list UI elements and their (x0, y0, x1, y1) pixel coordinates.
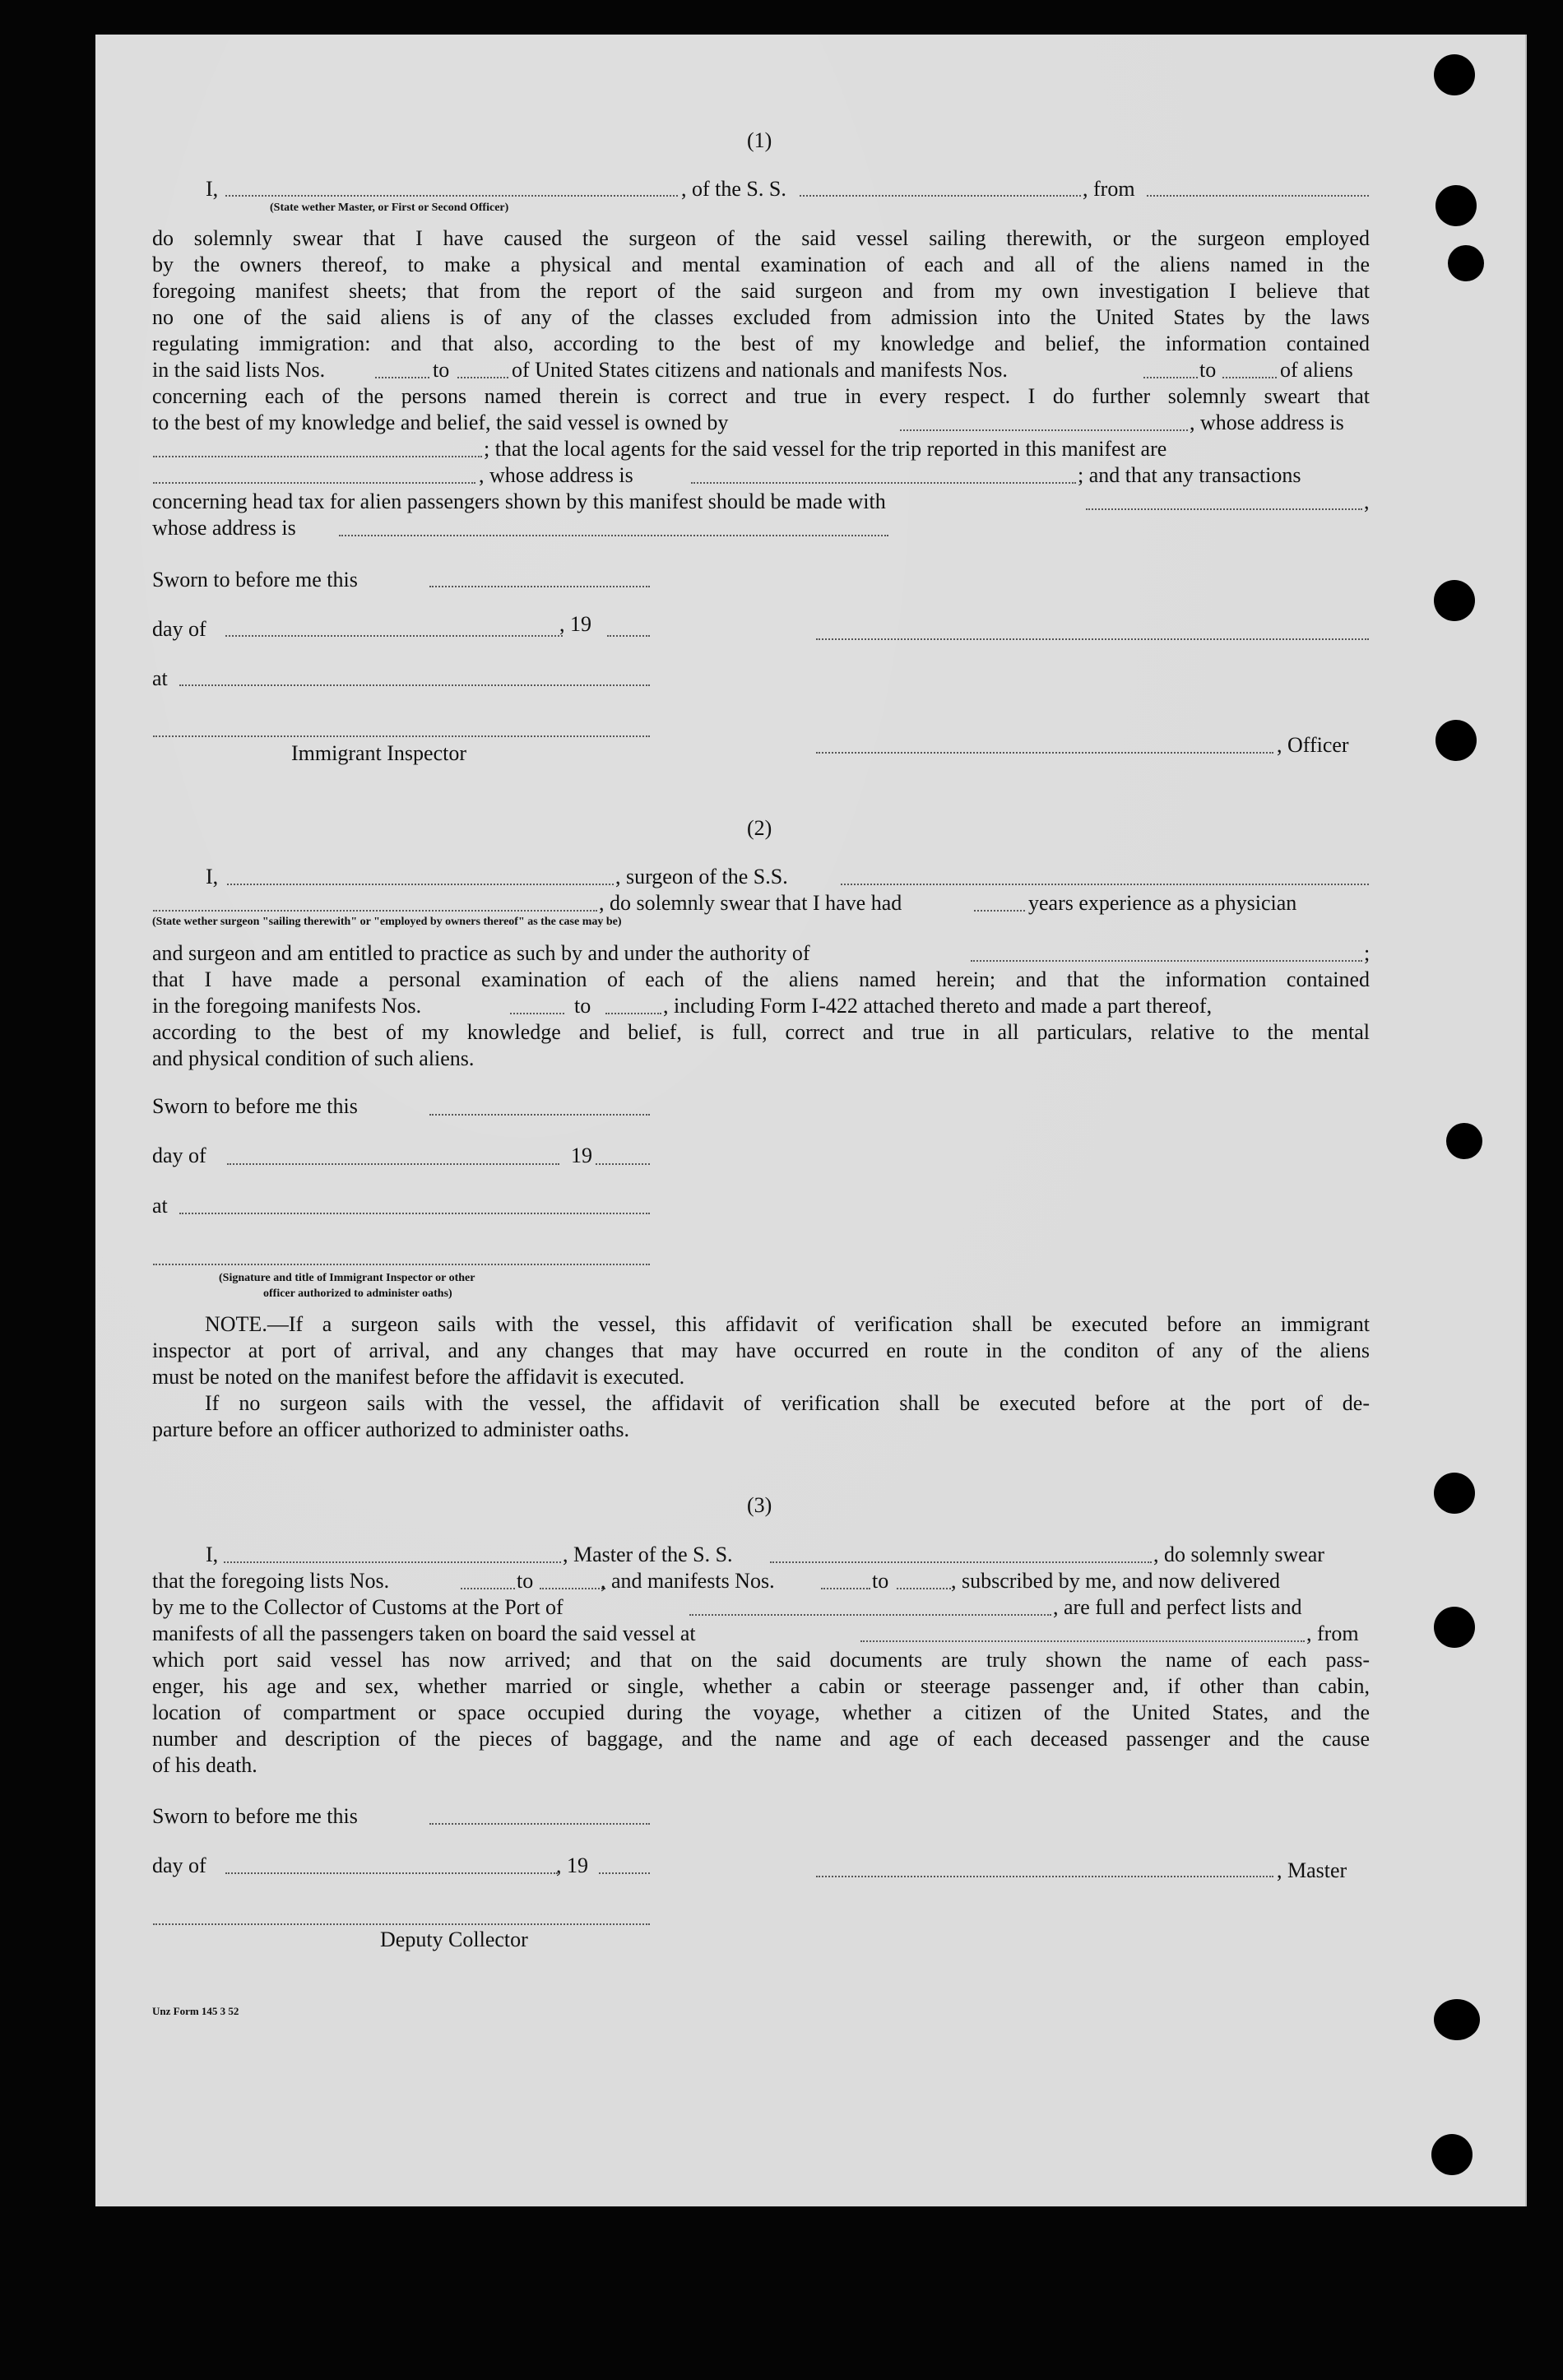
s3-master-name-blank (224, 1561, 561, 1563)
s2-capacity-blank (153, 910, 597, 912)
s1-inspector: Immigrant Inspector (291, 741, 466, 765)
s1-manifest-from-blank (1143, 377, 1198, 378)
s1-body (152, 225, 1370, 357)
s1-owner-blank (900, 429, 1188, 431)
binder-hole (1435, 720, 1477, 761)
s3-l2e: , subscribed by me, and now delivered (951, 1569, 1281, 1593)
s3-manifest-from-blank (821, 1588, 870, 1589)
s1-sworn-blank (429, 586, 650, 587)
s1-body-line: regulating immigration: and that also, according to the best of my knowledge and belief, the information contained (152, 332, 1370, 355)
s2-authority-blank (971, 960, 1362, 962)
s1-year-blank (607, 635, 650, 637)
s1-body-line: by the owners thereof, to make a physical and mental examination of each and all of the aliens named in the (152, 253, 1370, 276)
s1-officer-blank (225, 195, 678, 197)
s3-l1c: , do solemnly swear (1153, 1543, 1324, 1566)
s1-agents-blank (153, 482, 475, 484)
s1-nineteen: , 19 (559, 612, 591, 636)
s2-l5a: in the foregoing manifests Nos. (152, 994, 422, 1018)
s1-officer-signature-line-top (816, 638, 1369, 640)
s1-l11: concerning head tax for alien passengers shown by this manifest should be made with (152, 489, 886, 513)
s2-line4 (152, 967, 1370, 993)
s1-l6d: to (1199, 358, 1217, 382)
s1-l10a: , whose address is (479, 463, 633, 487)
s2-body-line: according to the best of my knowledge and belief, is full, correct and true in all particulars, relative to the mental (152, 1020, 1370, 1044)
s1-l6b: to (433, 358, 450, 382)
s2-manifest-from-blank (510, 1013, 564, 1014)
s1-inspector-signature-line (153, 735, 650, 737)
s3-l2b: to (517, 1569, 534, 1593)
s1-l8b: , whose address is (1190, 411, 1344, 434)
s3-body-line: number and description of the pieces of baggage, and the name and age of each deceased passenger and the cause (152, 1727, 1370, 1751)
section-3-number: (3) (747, 1493, 772, 1517)
s2-l3: and surgeon and am entitled to practice as such by and under the authority of (152, 941, 810, 965)
binder-hole (1431, 2134, 1473, 2175)
s1-l6c: of United States citizens and nationals and manifests Nos. (512, 358, 1008, 382)
s1-dayof: day of (152, 617, 206, 641)
s2-surgeon-name-blank (227, 884, 614, 885)
s2-body-line: that I have made a personal examination of each of the aliens named herein; and that the information contained (152, 967, 1370, 991)
s2-note-line: If no surgeon sails with the vessel, the affidavit of verification shall be executed before at the port of de- (205, 1391, 1370, 1415)
s3-l3a: by me to the Collector of Customs at the Port of (152, 1595, 564, 1619)
section-2-number: (2) (747, 816, 772, 840)
s2-manifest-to-blank (605, 1013, 661, 1014)
s3-l1a: I, (206, 1543, 219, 1566)
s2-nineteen: 19 (571, 1144, 592, 1167)
s3-body-line: enger, his age and sex, whether married or single, whether a cabin or steerage passenger and, if other than cabin, (152, 1674, 1370, 1698)
s2-l2b: years experience as a physician (1028, 891, 1297, 915)
s3-year-blank (599, 1872, 650, 1874)
binder-hole (1434, 580, 1475, 621)
binder-hole (1434, 54, 1475, 95)
s1-body-line: no one of the said aliens is of any of the classes excluded from admission into the United States by the laws (152, 305, 1370, 329)
s1-body-line: do solemnly swear that I have caused the surgeon of the said vessel sailing therewith, or the surgeon employed (152, 226, 1370, 250)
s1-l10b: ; and that any transactions (1078, 463, 1301, 487)
s3-sworn: Sworn to before me this (152, 1804, 358, 1828)
s2-years-blank (974, 910, 1025, 912)
s1-l11b: , (1364, 489, 1370, 513)
binder-hole (1448, 245, 1484, 281)
s2-l3b: ; (1364, 941, 1371, 965)
s2-dayof: day of (152, 1144, 206, 1167)
s2-l7: and physical condition of such aliens. (152, 1046, 475, 1070)
s3-l4a: manifests of all the passengers taken on board the said vessel at (152, 1621, 696, 1645)
s3-port-blank (689, 1614, 1051, 1616)
s2-signature-line (153, 1264, 650, 1265)
s2-sworn: Sworn to before me this (152, 1094, 358, 1118)
s3-l4b: , from (1306, 1621, 1359, 1645)
s1-line7 (152, 383, 1370, 410)
s3-l1b: , Master of the S. S. (563, 1543, 733, 1566)
s1-at-blank (179, 684, 650, 686)
s3-lists-from-blank (461, 1588, 515, 1589)
s3-lists-to-blank (540, 1588, 605, 1589)
s3-body-line: which port said vessel has now arrived; and that on the said documents are truly shown the name of each pass- (152, 1648, 1370, 1672)
s3-l2c: , and manifests Nos. (601, 1569, 775, 1593)
binder-hole (1434, 1999, 1480, 2040)
s2-note-line: inspector at port of arrival, and any changes that may have occurred en route in the conditon of any of the aliens (152, 1338, 1370, 1362)
s2-capacity-note: (State wether surgeon "sailing therewith" or "employed by owners thereof" as the case may be) (152, 916, 622, 928)
s2-l5c: , including Form I-422 attached thereto and made a part thereof, (663, 994, 1213, 1018)
s1-officer: , Officer (1277, 733, 1349, 757)
s2-at-blank (179, 1213, 650, 1214)
s3-dayof: day of (152, 1853, 206, 1877)
s1-vessel-blank (800, 195, 1081, 197)
s3-deputy: Deputy Collector (380, 1928, 528, 1951)
s1-l12: whose address is (152, 516, 296, 540)
s3-nineteen: , 19 (556, 1853, 588, 1877)
s2-note-line: NOTE.—If a surgeon sails with the vessel, this affidavit of verification shall be executed before an immigrant (205, 1312, 1370, 1336)
s3-manifest-to-blank (897, 1588, 951, 1589)
s1-l6e: of aliens (1280, 358, 1353, 382)
s1-officer-note: (State wether Master, or First or Second Officer) (270, 202, 509, 214)
s3-vessel-blank (770, 1561, 1152, 1563)
s1-lists-to-blank (457, 377, 508, 378)
s3-l2a: that the foregoing lists Nos. (152, 1569, 390, 1593)
s1-l6a: in the said lists Nos. (152, 358, 326, 382)
s2-note-line: must be noted on the manifest before the affidavit is executed. (152, 1365, 685, 1389)
s3-l2d: to (872, 1569, 889, 1593)
s1-body-line: concerning each of the persons named therein is correct and true in every respect. I do further solemnly sweart that (152, 384, 1370, 408)
s3-l3b: , are full and perfect lists and (1053, 1595, 1302, 1619)
s1-lists-from-blank (375, 377, 429, 378)
binder-hole (1434, 1473, 1475, 1514)
s2-vessel-blank (841, 884, 1369, 885)
s2-l5b: to (574, 994, 591, 1018)
s3-boarding-port-blank (860, 1640, 1305, 1642)
s1-owner-address-blank (153, 456, 482, 457)
s2-sworn-blank (429, 1114, 650, 1116)
s2-day-blank (227, 1163, 559, 1165)
s2-year-blank (596, 1163, 650, 1165)
s1-line1-from: , from (1083, 177, 1135, 201)
s2-line6 (152, 1019, 1370, 1046)
s3-sworn-blank (429, 1823, 650, 1825)
s1-body-line: foregoing manifest sheets; that from the report of the said surgeon and from my own investigation I believe that (152, 279, 1370, 303)
s3-body-line: location of compartment or space occupied during the voyage, whether a citizen of the United States, and the (152, 1700, 1370, 1724)
s2-at: at (152, 1194, 168, 1218)
s1-headtax-address-blank (339, 535, 888, 536)
s3-master-signature-line (816, 1876, 1273, 1877)
s1-line1-i: I, (206, 177, 219, 201)
s3-body (152, 1647, 1370, 1779)
s1-officer-signature-line (816, 752, 1273, 754)
s3-body-line: of his death. (152, 1753, 257, 1777)
s3-day-blank (225, 1872, 558, 1874)
s1-at: at (152, 666, 168, 690)
s1-agents-address-blank (691, 482, 1076, 484)
s2-note-line: parture before an officer authorized to administer oaths. (152, 1417, 629, 1441)
s1-l9: ; that the local agents for the said vessel for the trip reported in this manifest are (484, 437, 1167, 461)
s1-headtax-blank (1086, 508, 1362, 510)
s2-sig-caption-1: (Signature and title of Immigrant Inspector or other (219, 1272, 475, 1284)
s1-sworn: Sworn to before me this (152, 568, 358, 592)
s1-day-blank (225, 635, 563, 637)
s2-l1a: I, (206, 865, 219, 888)
binder-hole (1446, 1123, 1482, 1159)
binder-hole (1435, 185, 1477, 226)
s1-line1-ss: , of the S. S. (681, 177, 786, 201)
s2-l2a: , do solemnly swear that I have had (599, 891, 902, 915)
s2-note (152, 1311, 1370, 1443)
form-number: Unz Form 145 3 52 (152, 2005, 239, 2017)
s1-from-blank (1147, 195, 1369, 197)
s3-deputy-signature-line (153, 1923, 650, 1925)
s1-manifest-to-blank (1222, 377, 1277, 378)
s2-sig-caption-2: officer authorized to administer oaths) (263, 1287, 452, 1300)
section-1-number: (1) (747, 128, 772, 152)
s3-master: , Master (1277, 1858, 1347, 1882)
binder-hole (1434, 1607, 1475, 1648)
s1-l8a: to the best of my knowledge and belief, the said vessel is owned by (152, 411, 729, 434)
s2-l1b: , surgeon of the S.S. (615, 865, 788, 888)
